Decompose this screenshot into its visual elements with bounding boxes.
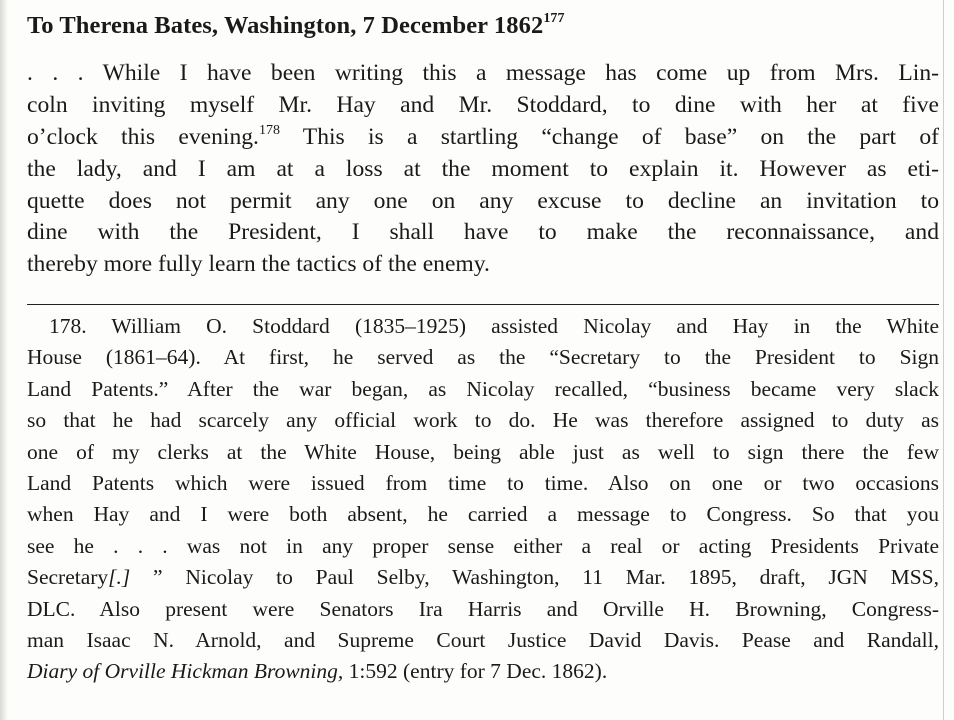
letter-footnote-ref: 178 [258,122,280,138]
footnote-178 [27,311,939,688]
footnote-line [27,562,939,593]
footnote-line-part: Secretary [27,565,109,590]
footnote-line: so that he had scarcely any official work to do. He was therefore assigned to duty as [27,408,939,433]
letter-body [27,58,939,281]
footnote-line-part: 1:592 (entry for 7 Dec. 1862). [343,659,608,684]
letter-line [27,122,939,154]
heading-footnote-ref: 177 [543,11,565,26]
footnote-line: House (1861–64). At first, he served as the “Secretary to the President to Sign [27,345,939,370]
footnote-line: see he . . . was not in any proper sense either a real or acting Presidents Private [27,533,939,558]
footnote-line [27,656,939,687]
book-title: Diary of Orville Hickman Browning, [27,659,344,684]
letter-line: . . . While I have been writing this a message has come up from Mrs. Lin- [27,60,939,86]
footnote-line: Land Patents.” After the war began, as Nicolay recalled, “business became very slack [27,376,939,401]
letter-line-part: o’clock this evening. [27,123,259,150]
footnote-line: 178. William O. Stoddard (1835–1925) assisted Nicolay and Hay in the White [49,314,939,338]
letter-heading [27,12,565,40]
letter-line: dine with the President, I shall have to make the reconnaissance, and [27,219,939,246]
footnote-line: man Isaac N. Arnold, and Supreme Court Justice David Davis. Pease and Randall, [27,627,939,652]
footnote-line: one of my clerks at the White House, being able just as well to sign there the few [27,439,939,464]
editorial-bracket: [.] [108,565,131,590]
footnote-divider [27,304,939,305]
scan-edge-shadow [0,0,8,720]
letter-line-part: This is a startling “change of base” on the part of [302,123,939,150]
footnote-line-part: ” Nicolay to Paul Selby, Washington, 11 Mar. 1895, draft, JGN MSS, [130,565,939,590]
footnote-line: when Hay and I were both absent, he carried a message to Congress. So that you [27,502,939,527]
heading-title: To Therena Bates, Washington, 7 December 1862 [27,12,544,39]
scan-frame-line [943,0,944,720]
letter-line: the lady, and I am at a loss at the moment to explain it. However as eti- [27,155,939,182]
letter-line: coln inviting myself Mr. Hay and Mr. Stoddard, to dine with her at five [27,91,939,118]
footnote-line: Land Patents which were issued from time to time. Also on one or two occasions [27,470,939,495]
letter-line: quette does not permit any one on any excuse to decline an invitation to [27,187,939,214]
footnote-line: DLC. Also present were Senators Ira Harris and Orville H. Browning, Congress- [27,596,939,621]
letter-line: thereby more fully learn the tactics of the enemy. [27,251,490,278]
